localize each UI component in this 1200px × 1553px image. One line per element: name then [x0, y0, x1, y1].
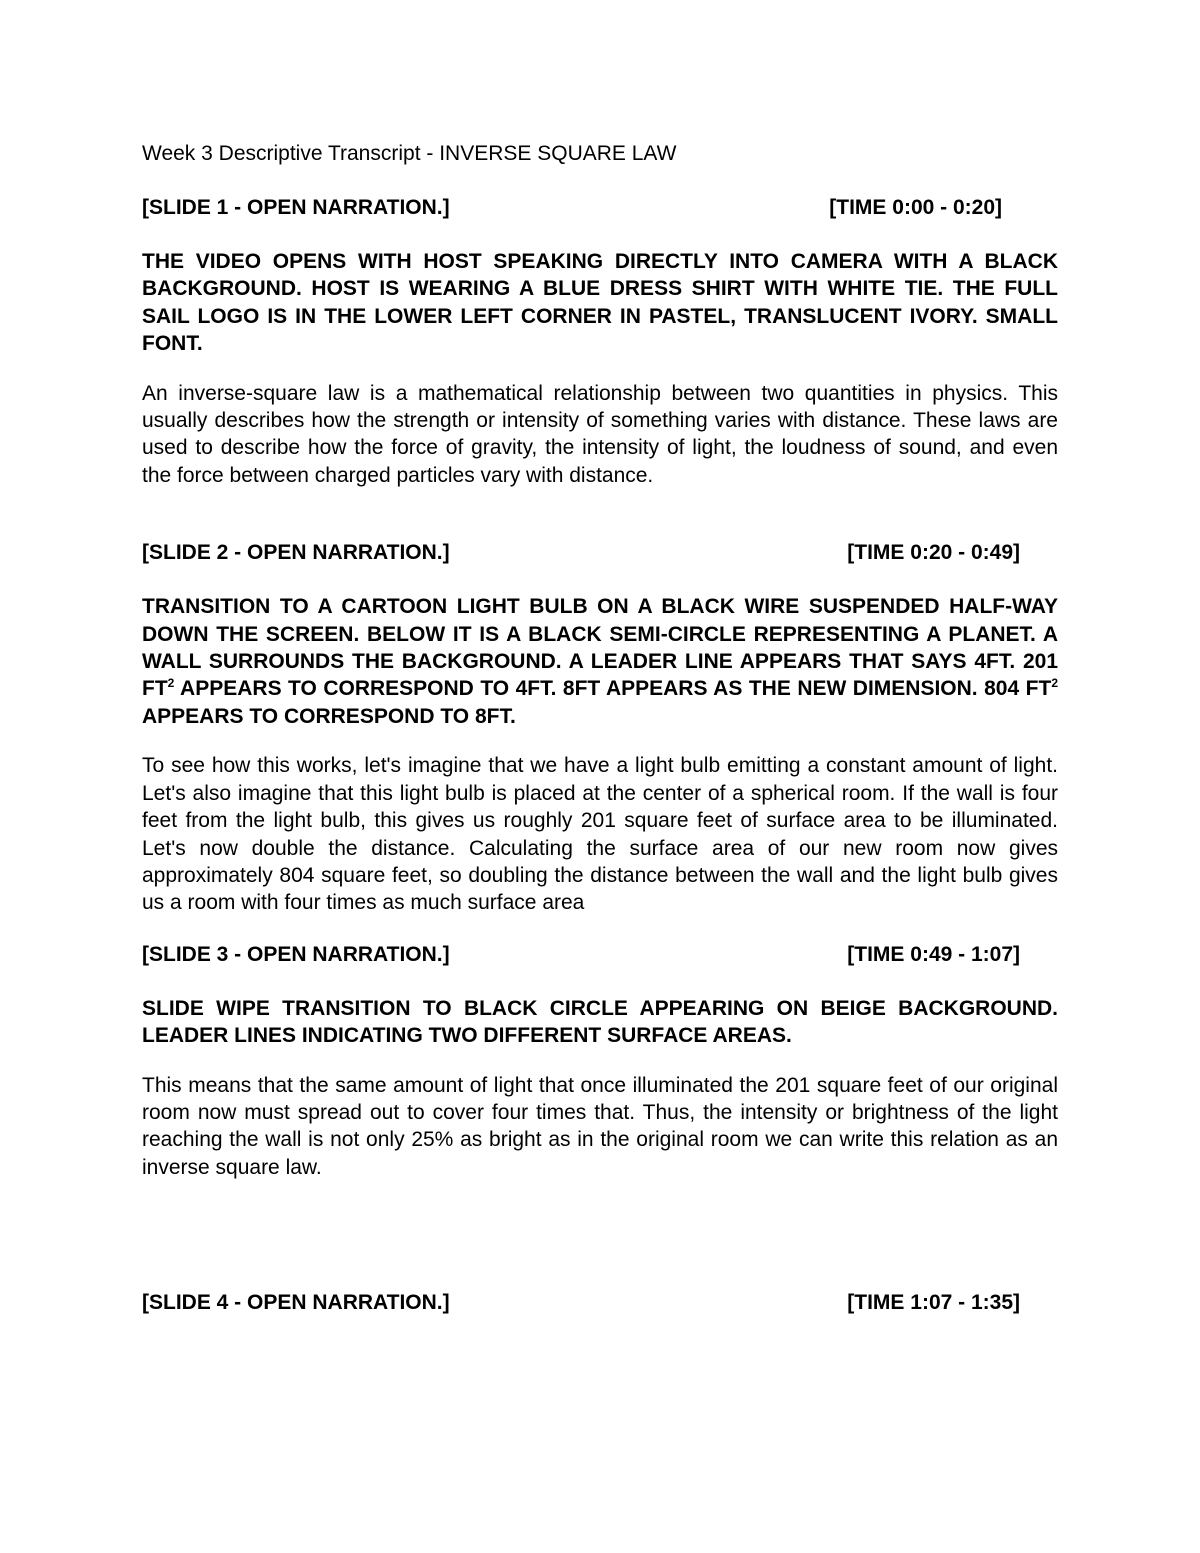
slide-1-label: [SLIDE 1 - OPEN NARRATION.] — [142, 196, 450, 219]
slide-2-header — [142, 539, 1058, 567]
slide-2-time: [TIME 0:20 - 0:49] — [847, 541, 1020, 565]
slide-1-section — [142, 194, 1058, 489]
slide-1-description: THE VIDEO OPENS WITH HOST SPEAKING DIRECTLY INTO CAMERA WITH A BLACK BACKGROUND. HOST IS WEARING A BLUE DRESS SHIRT WITH WHITE TIE. THE FULL SAIL LOGO IS IN THE LOWER LEFT CORNER IN PASTEL, TRANSLUCENT IVORY. SMALL FONT. — [142, 250, 1058, 356]
slide-1-header — [142, 194, 1058, 222]
document-page — [142, 140, 1058, 1317]
slide-3-description: SLIDE WIPE TRANSITION TO BLACK CIRCLE APPEARING ON BEIGE BACKGROUND. LEADER LINES INDICATING TWO DIFFERENT SURFACE AREAS. — [142, 996, 1058, 1048]
slide-1-narration: An inverse-square law is a mathematical relationship between two quantities in physics. This usually describes how the strength or intensity of something varies with distance. These laws are used to describe how the force of gravity, the intensity of light, the loudness of sound, and even the force between charged particles vary with distance. — [142, 381, 1058, 487]
slide-2-description-part-2: APPEARS TO CORRESPOND TO 4FT. 8FT APPEARS AS THE NEW DIMENSION. 804 FT — [174, 677, 1052, 701]
slide-3-label: [SLIDE 3 - OPEN NARRATION.] — [142, 942, 450, 966]
slide-3-narration: This means that the same amount of light that once illuminated the 201 square feet of our original room now must spread out to cover four times that. Thus, the intensity or brightness of the light reaching the wall is not only 25% as bright as in the original room we can write this relation as an inverse square law. — [142, 1073, 1058, 1179]
slide-4-time: [TIME 1:07 - 1:35] — [847, 1291, 1020, 1315]
slide-2-description-part-1: TRANSITION TO A CARTOON LIGHT BULB ON A BLACK WIRE SUSPENDED HALF-WAY DOWN THE SCREEN. BELOW IT IS A BLACK SEMI-CIRCLE REPRESENTING A PLANET. A WALL SURROUNDS THE BACKGROUND. A LEADER LINE APPEARS THAT SAYS 4FT. 201 FT — [142, 595, 1058, 701]
slide-3-time: [TIME 0:49 - 1:07] — [847, 942, 1020, 966]
slide-2-description — [142, 593, 1058, 730]
slide-2-description-part-3: APPEARS TO CORRESPOND TO 8FT. — [142, 704, 516, 728]
slide-4-section — [142, 1289, 1058, 1317]
superscript-squared-1: 2 — [167, 676, 175, 691]
slide-3-section — [142, 941, 1058, 1181]
superscript-squared-2: 2 — [1051, 676, 1058, 691]
slide-4-label: [SLIDE 4 - OPEN NARRATION.] — [142, 1291, 450, 1315]
slide-2-label: [SLIDE 2 - OPEN NARRATION.] — [142, 541, 450, 565]
slide-2-narration: To see how this works, let's imagine that we have a light bulb emitting a constant amount of light. Let's also imagine that this light bulb is placed at the center of a spherical room. If the wall is four feet from the light bulb, this gives us roughly 201 square feet of surface area to be illuminated. Let's now double the distance. Calculating the surface area of our new room now gives approximately 804 square feet, so doubling the distance between the wall and the light bulb gives us a room with four times as much surface area — [142, 754, 1058, 915]
slide-1-time: [TIME 0:00 - 0:20] — [829, 196, 1002, 219]
slide-4-header — [142, 1289, 1058, 1317]
slide-2-section — [142, 539, 1058, 916]
document-title: Week 3 Descriptive Transcript - INVERSE SQUARE LAW — [142, 142, 677, 165]
slide-3-header — [142, 941, 1058, 969]
